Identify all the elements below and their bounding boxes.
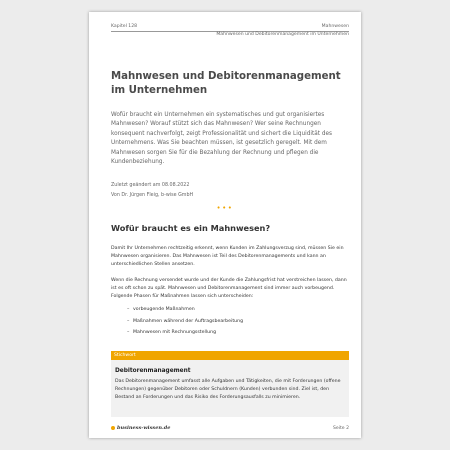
dash-marker: – xyxy=(127,330,130,336)
page-title: Mahnwesen und Debitorenmanagement im Unternehmen xyxy=(111,71,341,96)
author-line: Von Dr. Jürgen Fleig, b-wise GmbH xyxy=(111,192,194,198)
keyword-label: Stichwort xyxy=(111,351,349,360)
article-meta xyxy=(111,181,349,200)
last-changed-date: Zuletzt geändert am 08.08.2022 xyxy=(111,183,190,188)
header-subsection: Mahnwesen und Debitorenmanagement im Unternehmen xyxy=(216,31,349,37)
list-item: – Mahnwesen mit Rechnungsstellung xyxy=(127,327,349,339)
body-paragraph-2: Wenn die Rechnung versendet wurde und der Kunde die Zahlungsfrist hat verstreichen lassen, dann ist es oft schon zu spät. Mahnwesen und Debitorenmanagement sind immer auch vorbeugend. Folgende Phasen für Maßnahmen lassen sich unterscheiden: xyxy=(111,278,347,299)
page-header xyxy=(111,24,349,37)
lead-paragraph: Wofür braucht ein Unternehmen ein systematisches und gut organisiertes Mahnwesen? Worauf stützt sich das Mahnwesen? Wer seine Rechnungen konsequent nachverfolgt, zeigt Professionalität und sichert die Liquidität des Unternehmens. Was Sie beachten müssen, ist gesetzlich geregelt. Mit dem Mahnwesen sorgen Sie für die Bezahlung der Rechnung und pflegen die Kundenbeziehung. xyxy=(111,112,333,166)
header-section: Mahnwesen xyxy=(321,24,349,29)
keyword-title: Debitorenmanagement xyxy=(115,368,191,374)
page-number: Seite 2 xyxy=(332,425,349,431)
body-paragraph-1: Damit Ihr Unternehmen rechtzeitig erkennt, wenn Kunden im Zahlungsverzug sind, müssen Sie ein Mahnwesen organisieren. Das Mahnwesen ist Teil des Debitorenmanagements und kann an unterschiedlichen Stellen ansetzen. xyxy=(111,246,344,267)
list-item: – Maßnahmen während der Auftragsbearbeitung xyxy=(127,316,349,328)
brand-dot-icon xyxy=(111,426,115,430)
brand-name: business-wissen.de xyxy=(117,425,171,431)
document-page xyxy=(89,12,361,438)
list-item: – vorbeugende Maßnahmen xyxy=(127,304,349,316)
section-heading: Wofür braucht es ein Mahnwesen? xyxy=(111,223,271,233)
phase-list xyxy=(127,304,349,339)
dash-marker: – xyxy=(127,307,130,312)
keyword-text: Das Debitorenmanagement umfasst alle Aufgaben und Tätigkeiten, die mit Forderungen (offene Rechnungen) gegenüber Debitoren oder Schuldnern (Kunden) verbunden sind. Ziel ist, den Bestand an Forderungen und das Risiko des Forderungsausfalls zu minimieren. xyxy=(115,379,341,400)
dash-marker: – xyxy=(127,318,130,324)
page-footer xyxy=(111,423,349,433)
brand-logo xyxy=(111,425,170,431)
keyword-box xyxy=(111,351,349,417)
section-separator: ••• xyxy=(216,204,234,212)
header-chapter: Kapitel 128 xyxy=(111,24,138,29)
